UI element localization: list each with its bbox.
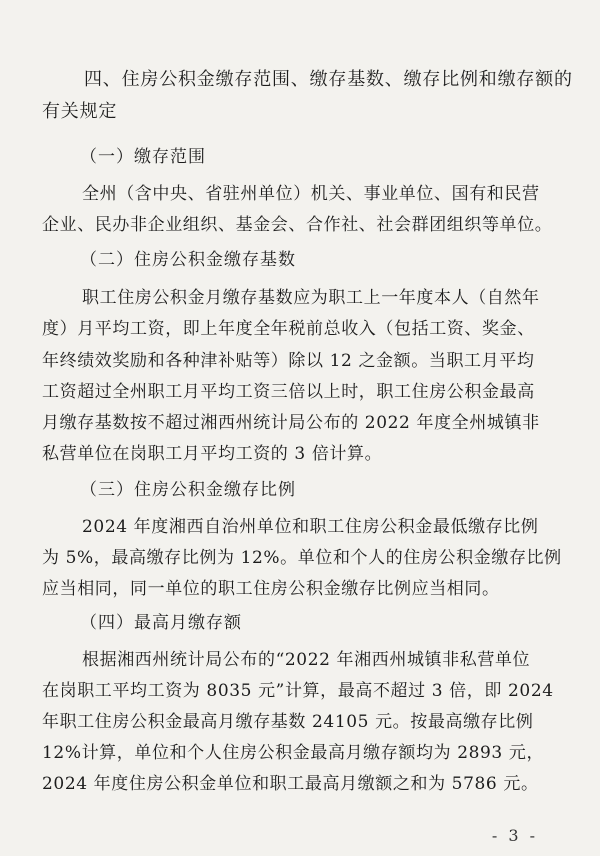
paragraph-line: 职工住房公积金月缴存基数应为职工上一年度本人（自然年 (82, 288, 540, 308)
paragraph-line: 2024 年度湘西自治州单位和职工住房公积金最低缴存比例 (82, 517, 539, 537)
paragraph-line: 为 5%，最高缴存比例为 12%。单位和个人的住房公积金缴存比例 (42, 548, 562, 568)
subsection-heading-2: （二）住房公积金缴存基数 (80, 250, 296, 270)
paragraph-line: 年职工住房公积金最高月缴存基数 24105 元。按最高缴存比例 (42, 712, 534, 732)
subsection-heading-4: （四）最高月缴存额 (80, 613, 242, 633)
paragraph-line: 在岗职工平均工资为 8035 元”计算，最高不超过 3 倍，即 2024 (42, 681, 554, 701)
subsection-heading-1: （一）缴存范围 (80, 147, 206, 167)
paragraph-line: 全州（含中央、省驻州单位）机关、事业单位、国有和民营 (82, 184, 540, 204)
paragraph-line: 年终绩效奖励和各种津补贴等）除以 12 之金额。当职工月平均 (42, 351, 535, 371)
paragraph-line: 应当相同，同一单位的职工住房公积金缴存比例应当相同。 (42, 579, 500, 599)
paragraph-line: 月缴存基数按不超过湘西州统计局公布的 2022 年度全州城镇非 (42, 413, 540, 433)
page-number: - 3 - (491, 826, 538, 845)
paragraph-line: 度）月平均工资，即上年度全年税前总收入（包括工资、奖金、 (42, 319, 535, 339)
paragraph-line: 12%计算，单位和个人住房公积金最高月缴存额均为 2893 元， (42, 743, 545, 763)
paragraph-line: 2024 年度住房公积金单位和职工最高月缴额之和为 5786 元。 (42, 774, 539, 794)
section-title-line2: 有关规定 (42, 101, 118, 122)
paragraph-line: 私营单位在岗职工月平均工资的 3 倍计算。 (42, 444, 383, 464)
subsection-heading-3: （三）住房公积金缴存比例 (80, 480, 296, 500)
section-title-line1: 四、住房公积金缴存范围、缴存基数、缴存比例和缴存额的 (84, 69, 573, 90)
paragraph-line: 工资超过全州职工月平均工资三倍以上时，职工住房公积金最高 (42, 382, 535, 402)
paragraph-line: 企业、民办非企业组织、基金会、合作社、社会群团组织等单位。 (42, 215, 553, 235)
paragraph-line: 根据湘西州统计局公布的“2022 年湘西州城镇非私营单位 (82, 650, 531, 670)
